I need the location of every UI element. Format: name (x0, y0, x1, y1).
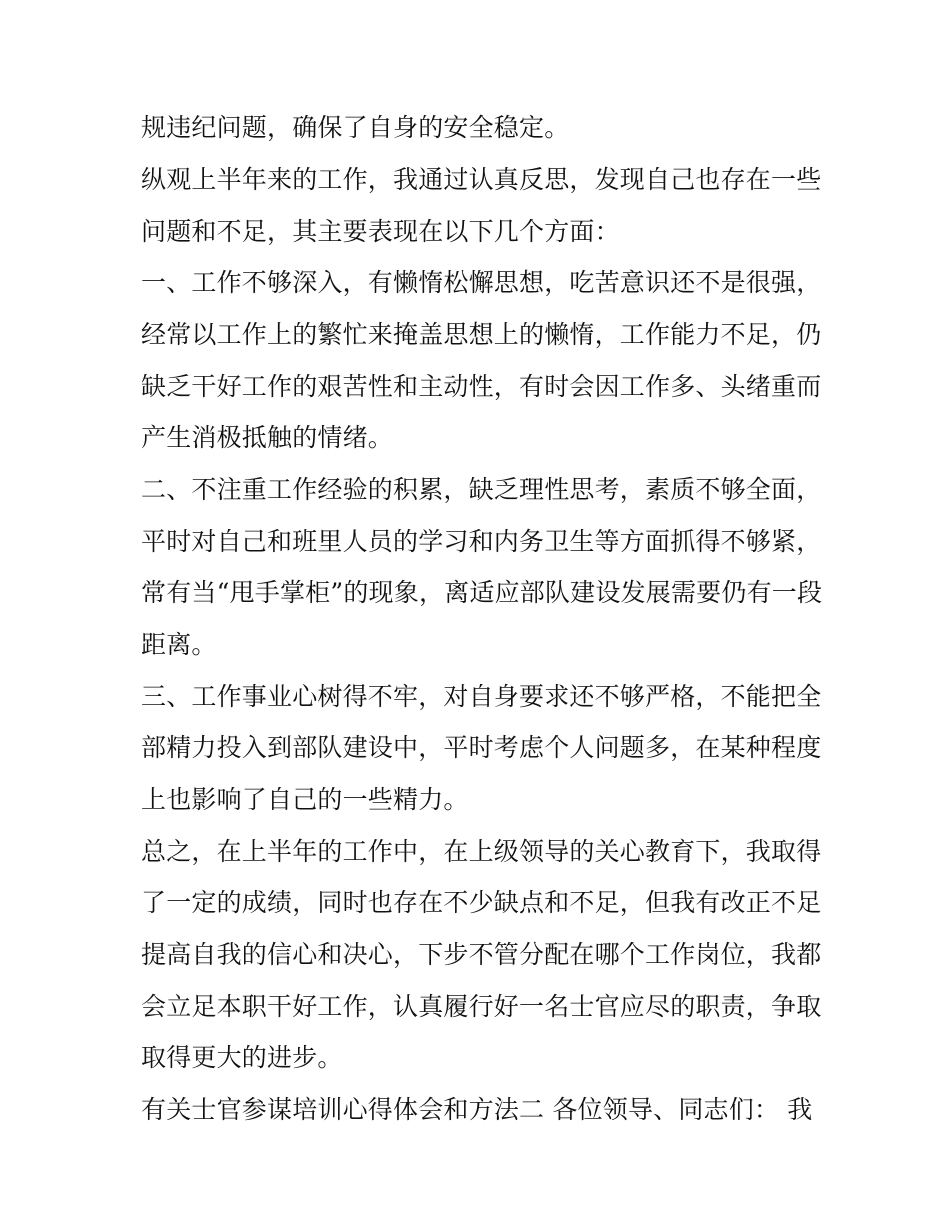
text-line: 提高自我的信心和决心，下步不管分配在哪个工作岗位，我都 (141, 940, 822, 969)
text-line: 一、工作不够深入，有懒惰松懈思想，吃苦意识还不是很强， (141, 268, 822, 297)
text-line: 缺乏干好工作的艰苦性和主动性，有时会因工作多、头绪重而 (141, 372, 822, 401)
text-line: 距离。 (141, 630, 217, 659)
text-line: 常有当“甩手掌柜”的现象，离适应部队建设发展需要仍有一段 (141, 578, 823, 607)
text-line: 有关士官参谋培训心得体会和方法二 各位领导、同志们： 我 (141, 1095, 813, 1124)
text-line: 产生消极抵触的情绪。 (141, 423, 394, 452)
text-line: 总之，在上半年的工作中，在上级领导的关心教育下，我取得 (141, 837, 822, 866)
text-line: 纵观上半年来的工作，我通过认真反思，发现自己也存在一些 (141, 165, 822, 194)
text-line: 上也影响了自己的一些精力。 (141, 785, 469, 814)
text-line: 三、工作事业心树得不牢，对自身要求还不够严格，不能把全 (141, 682, 822, 711)
text-line: 会立足本职干好工作，认真履行好一名士官应尽的职责，争取 (141, 992, 822, 1021)
text-line: 经常以工作上的繁忙来掩盖思想上的懒惰，工作能力不足，仍 (141, 320, 822, 349)
text-line: 问题和不足，其主要表现在以下几个方面： (141, 217, 620, 246)
text-line: 了一定的成绩，同时也存在不少缺点和不足，但我有改正不足 (141, 888, 822, 917)
text-line: 平时对自己和班里人员的学习和内务卫生等方面抓得不够紧， (141, 527, 822, 556)
text-line: 二、不注重工作经验的积累，缺乏理性思考，素质不够全面， (141, 475, 822, 504)
text-line: 取得更大的进步。 (141, 1043, 343, 1072)
text-line: 规违纪问题，确保了自身的安全稳定。 (141, 113, 570, 142)
text-line: 部精力投入到部队建设中，平时考虑个人问题多，在某种程度 (141, 733, 822, 762)
